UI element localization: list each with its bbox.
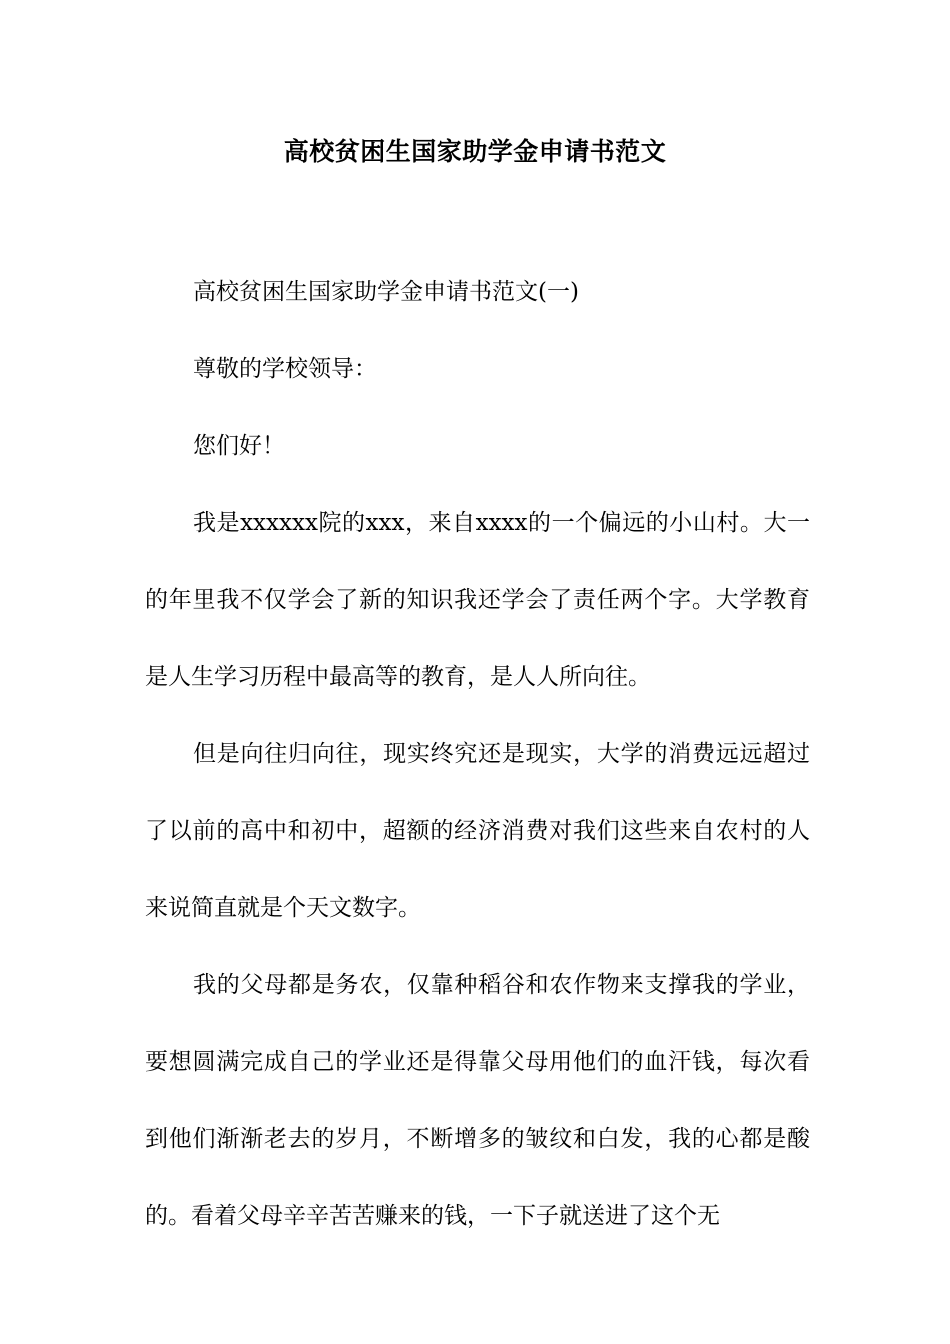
paragraph-introduction: 我是xxxxxx院的xxx，来自xxxx的一个偏远的小山村。大一的年里我不仅学会了新的知识我还学会了责任两个字。大学教育是人生学习历程中最高等的教育，是人人所向往。: [145, 510, 810, 690]
document-body: [145, 254, 810, 1255]
paragraph-subtitle: 高校贫困生国家助学金申请书范文(一): [193, 279, 579, 305]
document-title: 高校贫困生国家助学金申请书范文: [283, 137, 667, 166]
paragraph-expenses: 但是向往归向往，现实终究还是现实，大学的消费远远超过了以前的高中和初中，超额的经济消费对我们这些来自农村的人来说简直就是个天文数字。: [145, 741, 810, 921]
paragraph-greeting: 您们好！: [193, 433, 285, 459]
paragraph-family: 我的父母都是务农，仅靠种稻谷和农作物来支撑我的学业，要想圆满完成自己的学业还是得靠父母用他们的血汗钱，每次看到他们渐渐老去的岁月，不断增多的皱纹和白发，我的心都是酸的。看着父母辛辛苦苦赚来的钱，一下子就送进了这个无: [145, 972, 810, 1229]
paragraph-salutation: 尊敬的学校领导：: [193, 356, 377, 382]
